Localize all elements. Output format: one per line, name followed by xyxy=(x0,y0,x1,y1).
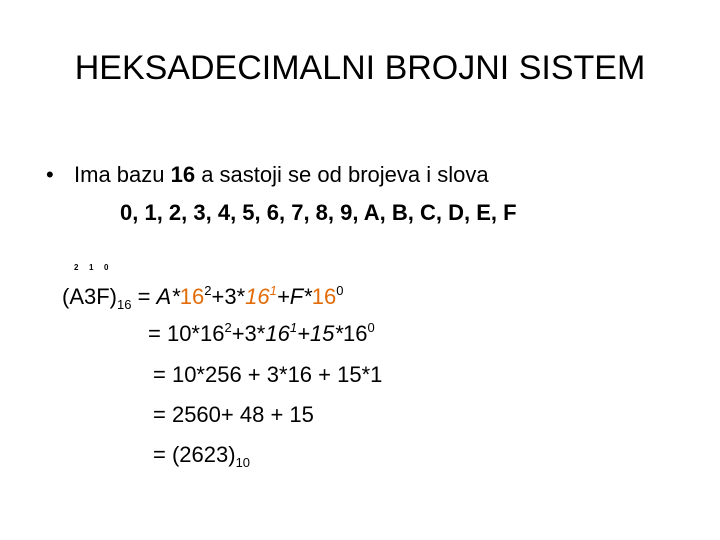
equation-line-5 xyxy=(153,440,250,470)
equals-sign: = xyxy=(131,284,157,309)
base-16-power-1: 16 xyxy=(245,284,270,309)
bullet-text-before: Ima bazu xyxy=(74,162,171,187)
bullet-text-bold: 16 xyxy=(170,162,196,187)
line2-base-16b: 16 xyxy=(342,321,368,346)
bullet-icon: • xyxy=(46,162,54,187)
base-16-power-2: 16 xyxy=(179,284,205,309)
equation-line-1 xyxy=(62,282,343,312)
multiply-sign: * xyxy=(171,284,180,309)
equation-line-2 xyxy=(148,319,375,349)
line2-base-16: 16 xyxy=(265,321,290,346)
position-index-1: 1 xyxy=(89,263,94,272)
line2-exponent-1: 1 xyxy=(289,320,298,335)
result-text: = (2623) xyxy=(153,442,236,467)
digits-list: 0, 1, 2, 3, 4, 5, 6, 7, 8, 9, A, B, C, D, E, F xyxy=(120,200,517,225)
result-base: 10 xyxy=(235,455,251,470)
bullet-item xyxy=(46,158,489,192)
bullet-text-after: a sastoji se od brojeva i slova xyxy=(195,162,489,187)
hex-base: 16 xyxy=(117,297,132,312)
line2-part-3: +15* xyxy=(297,321,343,346)
equation-line-4: = 2560+ 48 + 15 xyxy=(153,402,314,427)
position-index-2: 2 xyxy=(74,263,79,272)
line2-exponent-2: 2 xyxy=(224,320,232,335)
exponent-2: 2 xyxy=(204,283,212,298)
equation-line-3: = 10*256 + 3*16 + 15*1 xyxy=(153,362,383,387)
digit-a: A xyxy=(156,284,172,309)
line2-exponent-0: 0 xyxy=(367,320,375,335)
position-index-0: 0 xyxy=(104,263,109,272)
exponent-0: 0 xyxy=(336,283,344,298)
slide-title: HEKSADECIMALNI BROJNI SISTEM xyxy=(74,49,646,87)
hex-number: (A3F) xyxy=(62,284,117,309)
exponent-1: 1 xyxy=(269,283,277,298)
line2-part-2: +3* xyxy=(231,321,266,346)
term-f: +F* xyxy=(276,284,312,309)
term-3: +3* xyxy=(211,284,246,309)
line2-part-1: = 10*16 xyxy=(148,321,225,346)
base-16-power-0: 16 xyxy=(311,284,337,309)
